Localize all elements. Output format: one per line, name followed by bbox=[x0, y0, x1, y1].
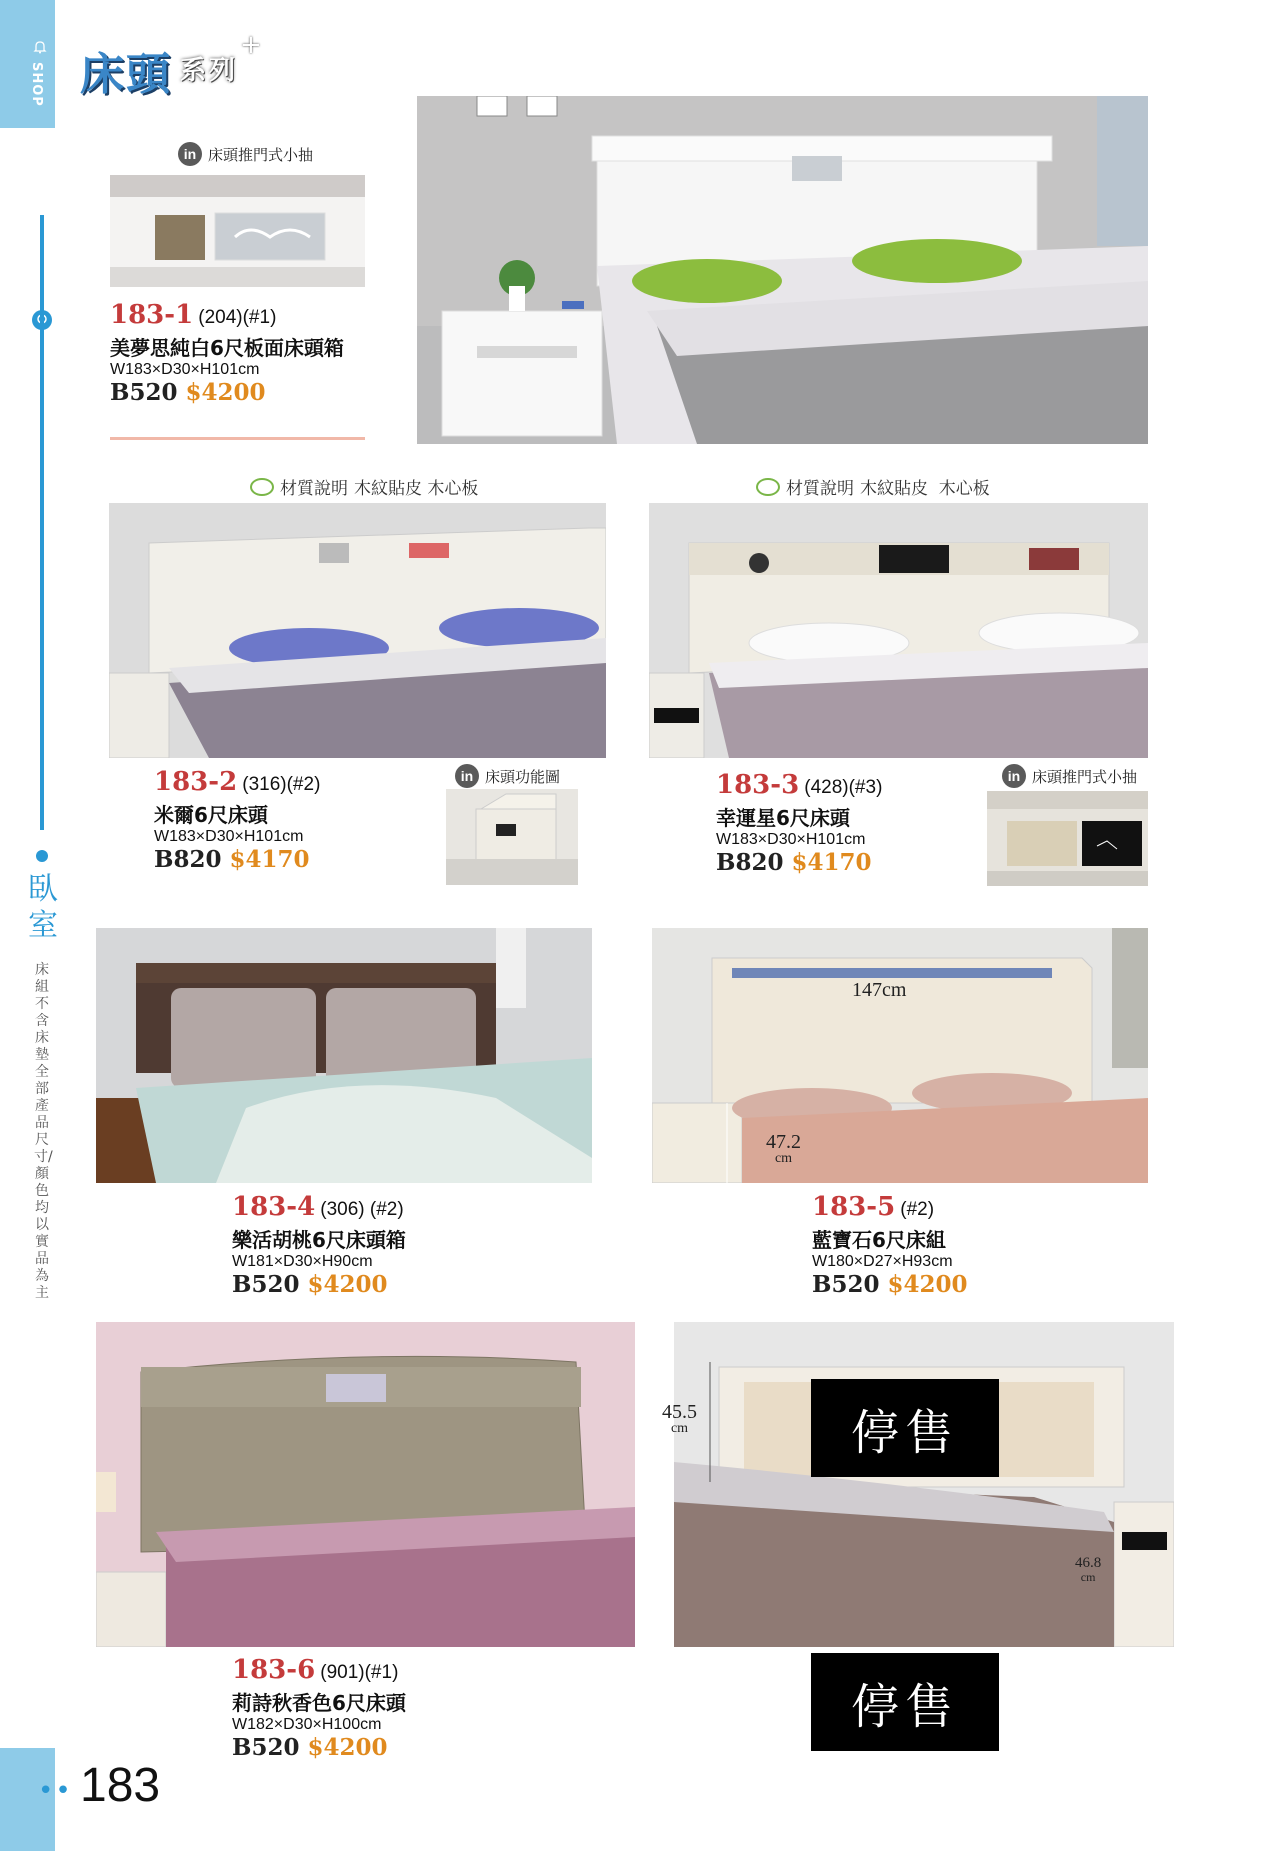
main-photo-183-6 bbox=[96, 1322, 635, 1647]
product-name: 美夢思純白6尺板面床頭箱 bbox=[110, 336, 344, 360]
product-price: $4200 bbox=[307, 1734, 388, 1761]
product-price: $4200 bbox=[185, 379, 266, 406]
product-bcode: B820 bbox=[716, 849, 784, 876]
room-label: 臥室 bbox=[28, 872, 58, 943]
dimension-unit: cm bbox=[670, 1421, 689, 1436]
product-block-183-3 bbox=[716, 770, 1016, 876]
dimension-value: 45.5 bbox=[662, 1401, 697, 1423]
feature-badge-label: 床頭推門式小抽 bbox=[208, 145, 314, 164]
feature-badge-label: 床頭功能圖 bbox=[485, 767, 561, 786]
product-price: $4170 bbox=[229, 846, 310, 873]
sidebar-timeline bbox=[40, 215, 44, 830]
product-block-183-6 bbox=[232, 1655, 532, 1761]
location-pin-icon bbox=[36, 850, 48, 862]
product-price-row bbox=[716, 849, 1016, 876]
product-code: 183-6 bbox=[232, 1655, 316, 1685]
product-code: 183-4 bbox=[232, 1192, 316, 1222]
detail-photo-183-3 bbox=[987, 791, 1148, 886]
detail-photo-183-1 bbox=[110, 175, 365, 287]
product-block-183-2 bbox=[154, 767, 454, 873]
dimension-height-label bbox=[766, 1132, 801, 1166]
bell-icon bbox=[33, 40, 47, 54]
main-photo-discontinued bbox=[674, 1322, 1174, 1647]
leaf-icon bbox=[756, 478, 780, 496]
product-price-row bbox=[232, 1734, 532, 1761]
dimension-height-label bbox=[662, 1402, 697, 1436]
main-photo-183-3 bbox=[649, 503, 1148, 758]
material-label: 材質說明 bbox=[280, 479, 348, 499]
product-dims: W180×D27×H93cm bbox=[812, 1253, 953, 1270]
product-code: 183-2 bbox=[154, 767, 238, 797]
product-code-extra: (316)(#2) bbox=[242, 774, 321, 795]
product-code-extra: (204)(#1) bbox=[198, 307, 277, 328]
product-code: 183-3 bbox=[716, 770, 800, 800]
product-block-183-4 bbox=[232, 1192, 532, 1298]
dimension-value: 47.2 bbox=[766, 1131, 801, 1153]
product-code-extra: (901)(#1) bbox=[320, 1662, 399, 1683]
product-block-183-5 bbox=[812, 1192, 1112, 1298]
product-price-row bbox=[110, 379, 410, 406]
page-number: 183 bbox=[80, 1759, 161, 1812]
product-bcode: B820 bbox=[154, 846, 222, 873]
title-plus: + bbox=[240, 30, 262, 60]
product-name: 莉詩秋香色6尺床頭 bbox=[232, 1691, 406, 1715]
in-icon: in bbox=[1002, 764, 1026, 788]
product-price-row bbox=[232, 1271, 532, 1298]
product-code-extra: (#2) bbox=[900, 1199, 935, 1220]
feature-badge-3 bbox=[1002, 764, 1137, 788]
product-price: $4170 bbox=[791, 849, 872, 876]
product-dims: W181×D30×H90cm bbox=[232, 1253, 373, 1270]
product-bcode: B520 bbox=[812, 1271, 880, 1298]
dimension-unit: cm bbox=[1080, 1570, 1096, 1584]
feature-badge-label: 床頭推門式小抽 bbox=[1032, 767, 1138, 786]
material-value: 木紋貼皮 木心板 bbox=[354, 479, 479, 499]
product-dims: W182×D30×H100cm bbox=[232, 1716, 382, 1733]
shop-label: SHOP bbox=[29, 62, 44, 107]
product-dims: W183×D30×H101cm bbox=[110, 361, 260, 378]
dimension-unit: cm bbox=[774, 1151, 793, 1166]
product-price-row bbox=[812, 1271, 1112, 1298]
in-icon: in bbox=[178, 142, 202, 166]
product-price: $4200 bbox=[307, 1271, 388, 1298]
leaf-icon bbox=[250, 478, 274, 496]
product-code: 183-5 bbox=[812, 1192, 896, 1222]
product-code-extra: (306) (#2) bbox=[320, 1199, 404, 1220]
material-note-1 bbox=[250, 474, 478, 499]
product-price: $4200 bbox=[887, 1271, 968, 1298]
product-name: 米爾6尺床頭 bbox=[154, 803, 268, 827]
page-title: 床頭 bbox=[80, 49, 172, 100]
in-icon: in bbox=[455, 764, 479, 788]
main-photo-183-1 bbox=[417, 96, 1148, 444]
material-label: 材質說明 bbox=[786, 479, 854, 499]
product-dims: W183×D30×H101cm bbox=[716, 831, 866, 848]
feature-badge-2 bbox=[455, 764, 560, 788]
page-dots: •• bbox=[38, 1776, 73, 1806]
sidebar-shop-tab bbox=[0, 0, 55, 128]
main-photo-183-5 bbox=[652, 928, 1148, 1183]
product-block-183-1 bbox=[110, 300, 410, 406]
divider-line bbox=[110, 437, 365, 440]
main-photo-183-2 bbox=[109, 503, 606, 758]
product-code-extra: (428)(#3) bbox=[804, 777, 883, 798]
page-subtitle: 系列 bbox=[180, 56, 239, 86]
product-name: 藍寶石6尺床組 bbox=[812, 1228, 946, 1252]
product-dims: W183×D30×H101cm bbox=[154, 828, 304, 845]
dimension-height-label bbox=[1075, 1556, 1101, 1583]
dimension-value: 46.8 bbox=[1075, 1555, 1102, 1571]
detail-photo-183-2 bbox=[446, 789, 578, 885]
product-bcode: B520 bbox=[232, 1734, 300, 1761]
material-value: 木紋貼皮 木心板 bbox=[860, 479, 990, 499]
discontinued-label-overlay: 停售 bbox=[811, 1379, 999, 1477]
feature-badge-1 bbox=[178, 142, 313, 166]
product-name: 幸運星6尺床頭 bbox=[716, 806, 850, 830]
discontinued-label: 停售 bbox=[811, 1653, 999, 1751]
product-code: 183-1 bbox=[110, 300, 194, 330]
product-name: 樂活胡桃6尺床頭箱 bbox=[232, 1228, 406, 1252]
product-bcode: B520 bbox=[110, 379, 178, 406]
dimension-width-label: 147cm bbox=[852, 979, 907, 1001]
sidebar-note: 床組不含床墊 全部產品尺寸/顏色均以實品為主 bbox=[34, 962, 53, 1301]
material-note-2 bbox=[756, 474, 990, 499]
product-bcode: B520 bbox=[232, 1271, 300, 1298]
product-price-row bbox=[154, 846, 454, 873]
main-photo-183-4 bbox=[96, 928, 592, 1183]
